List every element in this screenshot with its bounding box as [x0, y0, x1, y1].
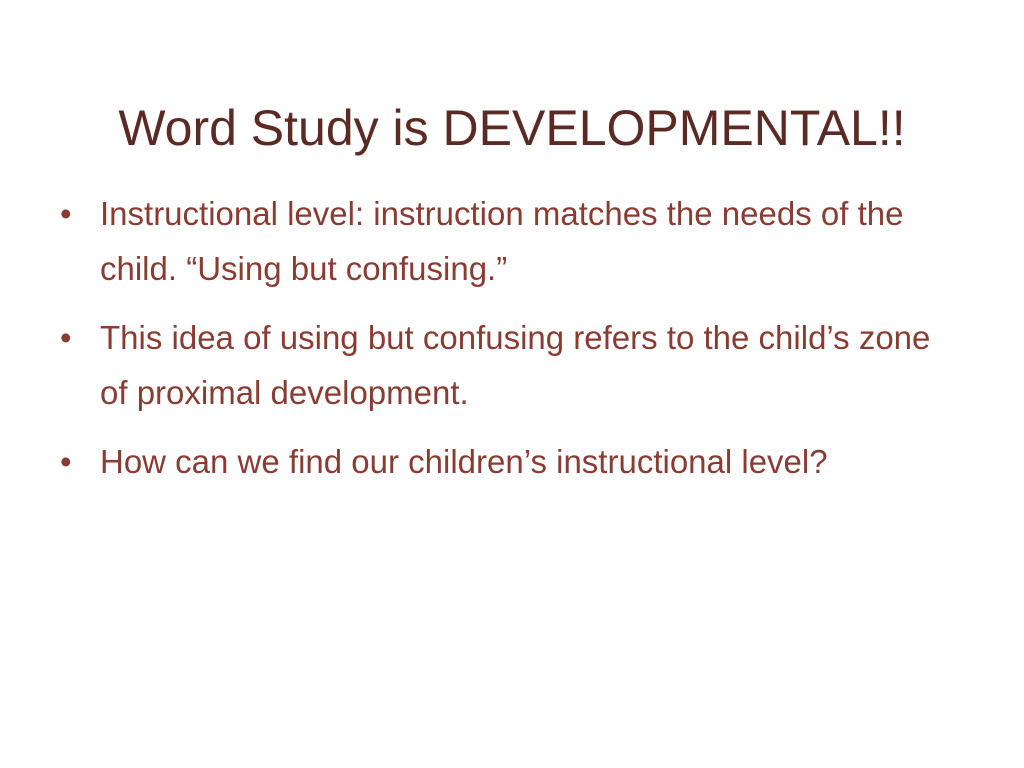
bullet-icon: • [60, 443, 72, 480]
bullet-text: How can we find our children’s instructional level? [100, 443, 828, 480]
bullet-item [58, 186, 958, 296]
bullet-text: This idea of using but confusing refers to the child’s zone of proximal development. [100, 319, 931, 411]
bullet-icon: • [60, 195, 72, 232]
slide-title: Word Study is DEVELOPMENTAL!! [118, 99, 906, 156]
bullet-item [58, 434, 958, 489]
bullet-item [58, 310, 958, 420]
bullet-list [58, 186, 958, 503]
bullet-text: Instructional level: instruction matches the needs of the child. “Using but confusing.” [100, 195, 904, 287]
bullet-icon: • [60, 319, 72, 356]
